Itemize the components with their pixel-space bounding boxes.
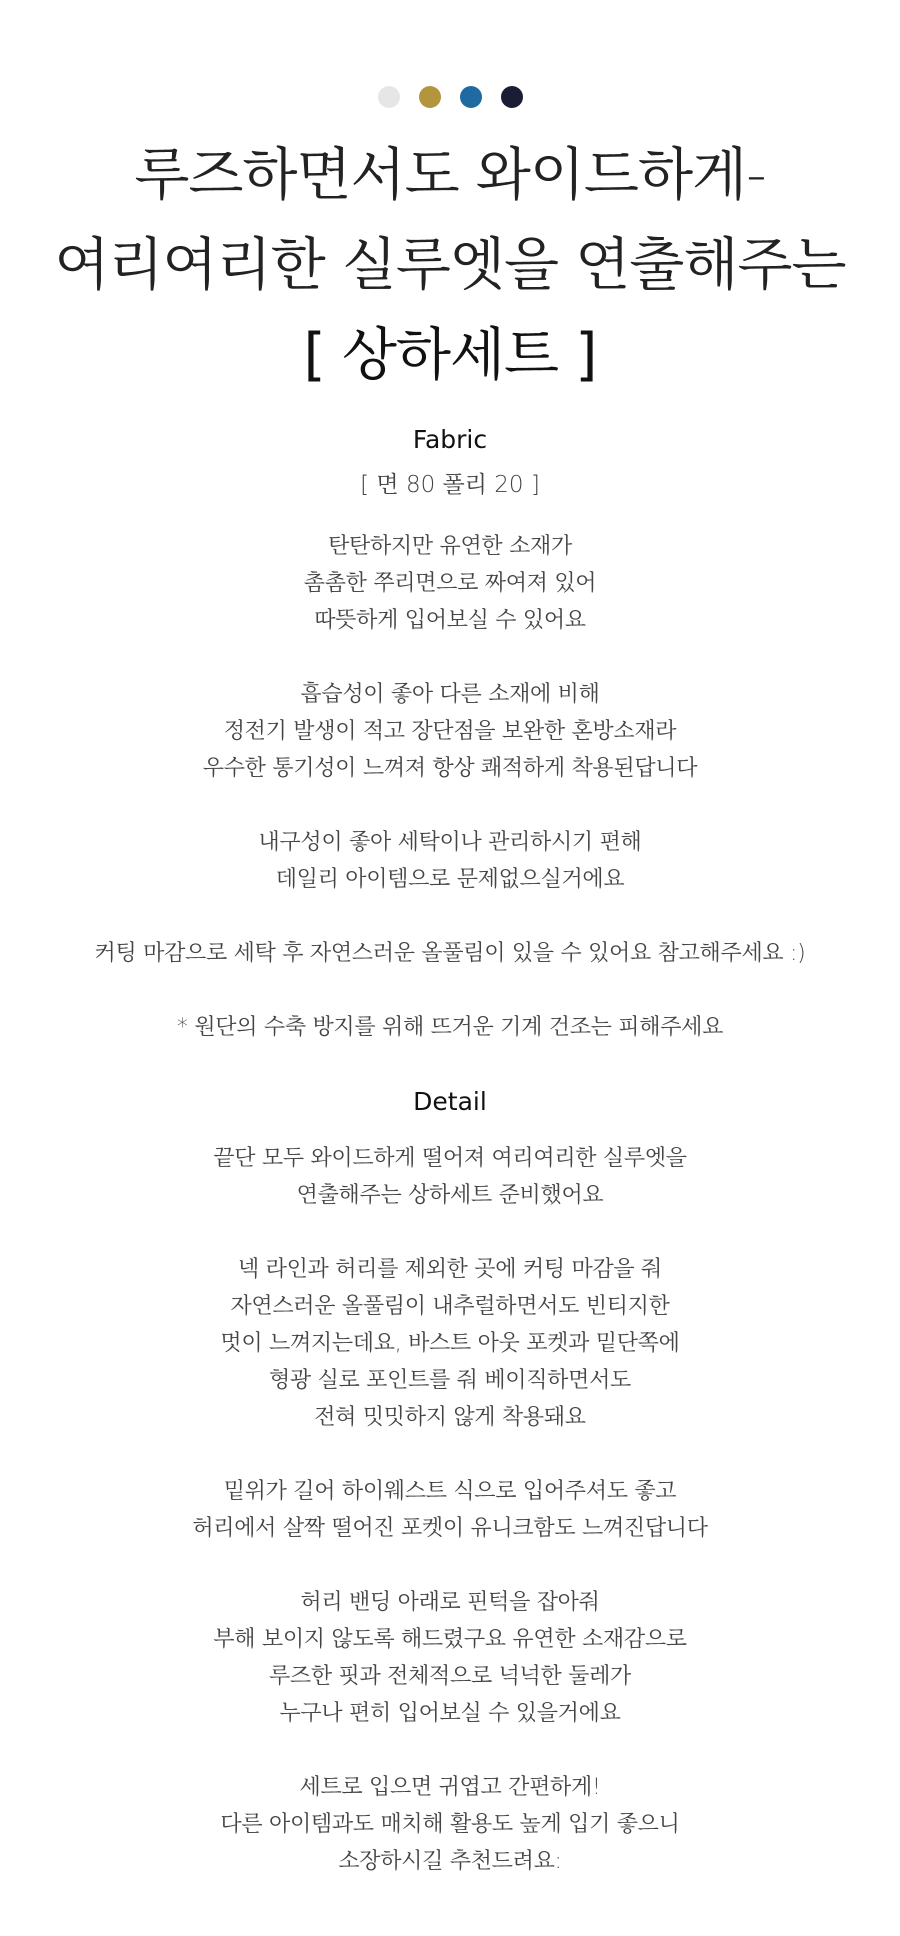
headline xyxy=(0,130,900,400)
fabric-care-note: * 원단의 수축 방지를 위해 뜨거운 기계 건조는 피해주세요 xyxy=(176,1015,724,1040)
fabric-paragraph-1 xyxy=(0,528,900,639)
fabric-line: 커팅 마감으로 세탁 후 자연스러운 올풀림이 있을 수 있어요 참고해주세요 :) xyxy=(94,941,806,966)
detail-line: 형광 실로 포인트를 줘 베이직하면서도 xyxy=(268,1368,631,1393)
detail-line: 허리에서 살짝 떨어진 포켓이 유니크함도 느껴진답니다 xyxy=(192,1516,708,1541)
detail-paragraph-3 xyxy=(0,1473,900,1547)
detail-line: 넥 라인과 허리를 제외한 곳에 커팅 마감을 줘 xyxy=(238,1257,662,1282)
color-dot-navy xyxy=(501,86,523,108)
detail-line: 소장하시길 추천드려요: xyxy=(338,1849,562,1874)
fabric-title: Fabric xyxy=(412,425,488,454)
fabric-line: 정전기 발생이 적고 장단점을 보완한 혼방소재라 xyxy=(223,719,677,744)
detail-line: 다른 아이템과도 매치해 활용도 높게 입기 좋으니 xyxy=(220,1812,680,1837)
detail-line: 연출해주는 상하세트 준비했어요 xyxy=(296,1183,604,1208)
color-dot-light-gray xyxy=(378,86,400,108)
detail-paragraph-2 xyxy=(0,1251,900,1436)
detail-line: 자연스러운 올풀림이 내추럴하면서도 빈티지한 xyxy=(230,1294,670,1319)
detail-paragraph-5 xyxy=(0,1769,900,1880)
detail-line: 부해 보이지 않도록 해드렸구요 유연한 소재감으로 xyxy=(213,1627,687,1652)
headline-line-2: 여리여리한 실루엣을 연출해주는 xyxy=(54,232,846,298)
headline-line-1: 루즈하면서도 와이드하게- xyxy=(134,142,766,208)
fabric-line: 탄탄하지만 유연한 소재가 xyxy=(328,534,572,559)
detail-line: 전혀 밋밋하지 않게 착용돼요 xyxy=(314,1405,586,1430)
color-dot-mustard xyxy=(419,86,441,108)
fabric-composition: [ 면 80 폴리 20 ] xyxy=(360,472,540,498)
detail-title: Detail xyxy=(413,1087,487,1116)
fabric-line: 흡습성이 좋아 다른 소재에 비해 xyxy=(300,682,600,707)
fabric-line: 따뜻하게 입어보실 수 있어요 xyxy=(314,608,586,633)
detail-line: 루즈한 핏과 전체적으로 넉넉한 둘레가 xyxy=(268,1664,631,1689)
fabric-paragraph-2 xyxy=(0,676,900,787)
fabric-line: 내구성이 좋아 세탁이나 관리하시기 편해 xyxy=(258,830,642,855)
detail-paragraph-4 xyxy=(0,1584,900,1732)
detail-line: 밑위가 길어 하이웨스트 식으로 입어주셔도 좋고 xyxy=(223,1479,677,1504)
detail-line: 끝단 모두 와이드하게 떨어져 여리여리한 실루엣을 xyxy=(213,1146,687,1171)
detail-line: 누구나 편히 입어보실 수 있을거에요 xyxy=(279,1701,621,1726)
detail-line: 허리 밴딩 아래로 핀턱을 잡아줘 xyxy=(300,1590,600,1615)
headline-line-3: [ 상하세트 ] xyxy=(303,322,597,388)
color-swatches xyxy=(0,86,900,108)
detail-line: 멋이 느껴지는데요, 바스트 아웃 포켓과 밑단쪽에 xyxy=(220,1331,680,1356)
detail-paragraph-1 xyxy=(0,1140,900,1214)
detail-line: 세트로 입으면 귀엽고 간편하게! xyxy=(299,1775,601,1800)
fabric-line: 데일리 아이템으로 문제없으실거에요 xyxy=(275,867,625,892)
fabric-line: 우수한 통기성이 느껴져 항상 쾌적하게 착용된답니다 xyxy=(202,756,698,781)
color-dot-blue xyxy=(460,86,482,108)
fabric-paragraph-4 xyxy=(0,935,900,972)
fabric-paragraph-5 xyxy=(0,1009,900,1046)
fabric-paragraph-3 xyxy=(0,824,900,898)
fabric-line: 촘촘한 쭈리면으로 짜여져 있어 xyxy=(303,571,597,596)
